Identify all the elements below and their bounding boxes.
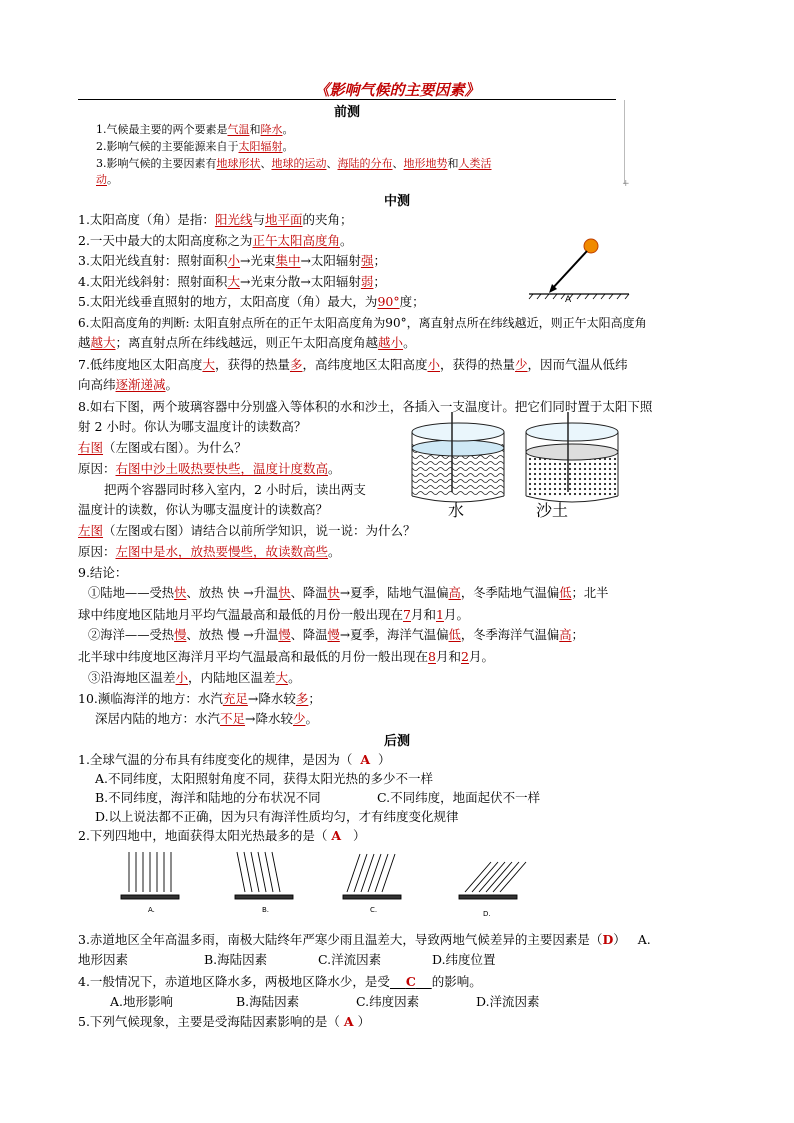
mid-line-3: 3.太阳光线直射：照射面积小→光束集中→太阳辐射强； [78, 253, 386, 268]
mid-line-8c: 右图（左图或右图）。为什么？ [78, 440, 247, 455]
post-q3a: 3.赤道地区全年高温多雨，南极大陆终年严寒少雨且温差大，导致两地气候差异的主要因素是（D） A. [78, 932, 651, 947]
mid-line-7a: 7.低纬度地区太阳高度大，获得的热量多，高纬度地区太阳高度小，获得的热量少，因而气温从低纬 [78, 357, 628, 372]
mid-line-8d: 原因：右图中沙土吸热要快些，温度计度数高。 [78, 461, 341, 476]
mid-line-6b: 越越大；离直射点所在纬线越远，则正午太阳高度角越越小。 [78, 335, 416, 350]
post-q5: 5.下列气候现象，主要是受海陆因素影响的是（ A ） [78, 1014, 371, 1029]
mid-line-9a: ①陆地——受热快、放热 快 →升温快、降温快→夏季，陆地气温偏高，冬季陆地气温偏低；北半 [88, 586, 609, 600]
mid-line-9: 9.结论： [78, 565, 128, 580]
pre-line-2: 2.影响气候的主要能源来自于太阳辐射。 [96, 140, 294, 153]
figure-a [121, 852, 179, 899]
pre-line-1: 1.气候最主要的两个要素是气温和降水。 [96, 123, 294, 136]
mid-line-2: 2.一天中最大的太阳高度称之为正午太阳高度角。 [78, 233, 353, 248]
post-q1-option-c: C.不同纬度，地面起伏不一样 [377, 790, 541, 805]
mid-line-6a: 6.太阳高度角的判断: 太阳直射点所在的正午太阳高度角为90°，离直射点所在纬线越近，则正午太阳高度角 [78, 316, 647, 330]
plus-mark: + [622, 179, 630, 189]
mid-line-9d: 北半球中纬度地区海洋月平均气温最高和最低的月份一般出现在8月和2月。 [78, 649, 494, 664]
post-q3-option-b: B.海陆因素 [204, 952, 268, 967]
mid-line-1: 1.太阳高度（角）是指：阳光线与地平面的夹角； [78, 212, 353, 227]
mid-line-8f: 温度计的读数，你认为哪支温度计的读数高？ [78, 502, 329, 517]
figure-d [459, 862, 526, 899]
sun-ray-line [551, 251, 587, 290]
figure-label-b: B. [262, 906, 270, 914]
mid-line-8b: 射 2 小时。你认为哪支温度计的读数高？ [78, 419, 307, 434]
post-q4: 4.一般情况下，赤道地区降水多，两极地区降水少，是受 C 的影响。 [78, 974, 482, 989]
post-q4-option-d: D.洋流因素 [476, 994, 540, 1009]
post-q3b: 地形因素 [78, 952, 129, 967]
sand-label: 沙土 [536, 501, 569, 520]
mid-line-10b: 深居内陆的地方：水汽不足→降水较少。 [95, 711, 319, 726]
figure-label-a: A. [148, 906, 155, 914]
title-rule [78, 99, 616, 100]
containers-diagram [408, 412, 628, 520]
post-q1-option-d: D.以上说法都不正确，因为只有海洋性质均匀，才有纬度变化规律 [95, 809, 459, 824]
pre-line-4: 动。 [96, 173, 118, 186]
figure-c [343, 854, 401, 899]
figure-label-c: C. [370, 906, 378, 914]
mid-heading: 中测 [383, 194, 410, 209]
post-q4-option-a: A.地形影响 [110, 994, 174, 1009]
post-q1: 1.全球气温的分布具有纬度变化的规律，是因为（ A ） [78, 752, 391, 767]
sun-angle-figures [115, 848, 535, 920]
post-q3-option-d: D.纬度位置 [432, 952, 496, 967]
pre-heading: 前测 [333, 105, 360, 120]
mid-line-9c: ②海洋——受热慢、放热 慢 →升温慢、降温慢→夏季，海洋气温偏低，冬季海洋气温偏高； [88, 628, 584, 642]
angle-label: A [565, 295, 572, 302]
post-q1-option-a: A.不同纬度，太阳照射角度不同，获得太阳光热的多少不一样 [95, 771, 434, 786]
ground-hatching [529, 294, 629, 299]
post-q1-option-b: B.不同纬度，海洋和陆地的分布状况不同 [95, 790, 321, 805]
post-q2: 2.下列四地中，地面获得太阳光热最多的是（ A ） [78, 828, 366, 843]
mid-line-9b: 球中纬度地区陆地月平均气温最高和最低的月份一般出现在7月和1月。 [78, 607, 469, 622]
mid-line-8h: 原因：左图中是水，放热要慢些，故读数高些。 [78, 544, 341, 559]
post-heading: 后测 [383, 734, 410, 749]
water-container [412, 412, 504, 502]
mid-line-8g: 左图（左图或右图）请结合以前所学知识，说一说：为什么？ [78, 523, 416, 538]
page-title: 《影响气候的主要因素》 [314, 81, 480, 99]
mid-line-8e: 把两个容器同时移入室内，2 小时后，读出两支 [104, 482, 366, 497]
sand-container [526, 412, 618, 502]
mid-line-9e: ③沿海地区温差小，内陆地区温差大。 [88, 670, 301, 685]
mid-line-10a: 10.濒临海洋的地方：水汽充足→降水较多； [78, 691, 321, 706]
post-q4-option-b: B.海陆因素 [236, 994, 300, 1009]
pre-box-border [624, 100, 626, 184]
mid-line-5: 5.太阳光线垂直照射的地方，太阳高度（角）最大，为90°度； [78, 294, 425, 309]
figure-b [235, 852, 293, 899]
mid-line-7b: 向高纬逐渐递减。 [78, 377, 179, 392]
post-q4-option-c: C.纬度因素 [356, 994, 420, 1009]
figure-label-d: D. [483, 910, 491, 918]
mid-line-4: 4.太阳光线斜射：照射面积大→光束分散→太阳辐射弱； [78, 274, 386, 289]
mid-line-8a: 8.如右下图，两个玻璃容器中分别盛入等体积的水和沙土，各插入一支温度计。把它们同时置于太阳下照 [78, 399, 653, 414]
post-q3-option-c: C.洋流因素 [318, 952, 382, 967]
water-label: 水 [448, 501, 465, 520]
pre-line-3: 3.影响气候的主要因素有地球形状、地球的运动、海陆的分布、地形地势和人类活 [96, 157, 492, 170]
sun-ray-diagram [525, 236, 635, 302]
